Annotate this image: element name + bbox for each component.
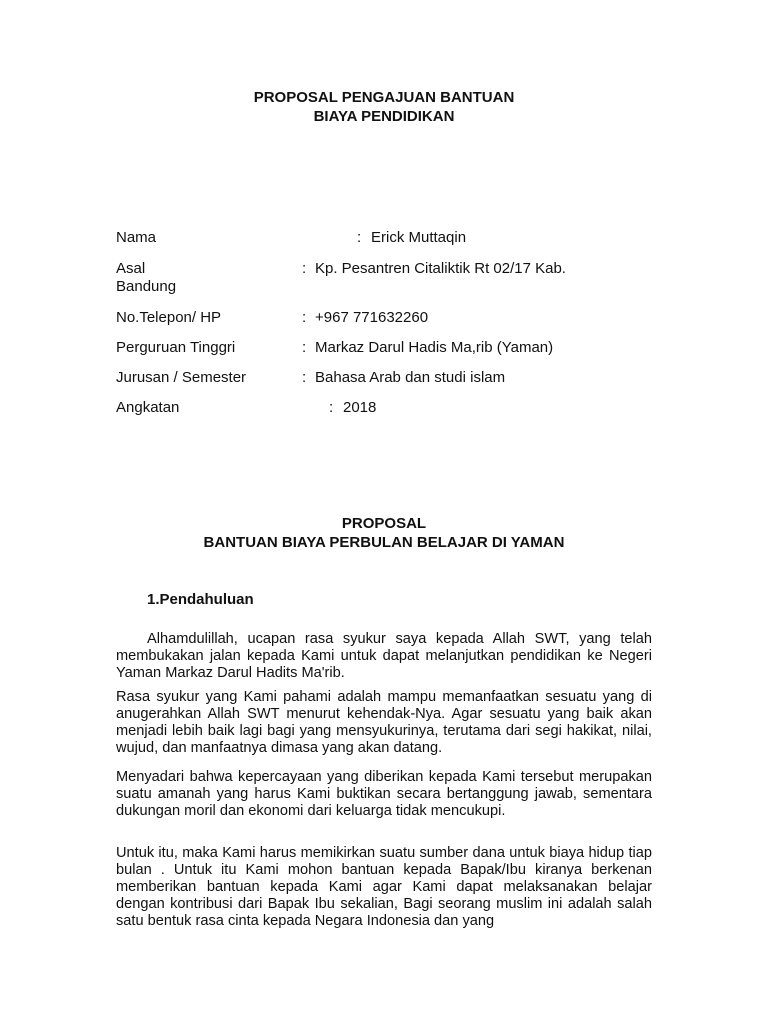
paragraph: Untuk itu, maka Kami harus memikirkan suatu sumber dana untuk biaya hidup tiap bulan . Untuk itu Kami mohon bantuan kepada Bapak/Ibu kiranya berkenan memberikan bantuan kepada Kami agar Kami dapat melaksanakan belajar dengan kontribusi dari Bapak Ibu sekalian, Bagi seorang muslim ini adalah salah satu bentuk rasa cinta kepada Negara Indonesia dan yang xyxy=(116,845,652,929)
identity-value: 2018 xyxy=(343,399,377,416)
identity-value-continuation: Bandung xyxy=(116,278,177,295)
identity-label: Angkatan xyxy=(116,399,180,416)
section-title xyxy=(0,514,768,552)
paragraph: Rasa syukur yang Kami pahami adalah mampu memanfaatkan sesuatu yang di anugerahkan Allah SWT menurut kehendak-Nya. Agar sesuatu yang baik akan menjadi lebih baik lagi bagi yang mensyukurinya, terutama dari segi hakikat, nilai, wujud, dan manfaatnya dimasa yang akan datang. xyxy=(116,689,652,756)
identity-colon: : xyxy=(302,260,307,277)
identity-value: Bahasa Arab dan studi islam xyxy=(315,369,506,386)
title-line-2: BIAYA PENDIDIKAN xyxy=(313,108,455,125)
section-heading: 1.Pendahuluan xyxy=(147,591,254,608)
identity-colon: : xyxy=(302,369,307,386)
identity-label: Asal xyxy=(116,260,146,277)
identity-label: No.Telepon/ HP xyxy=(116,309,222,326)
identity-label: Nama xyxy=(116,229,157,246)
document-title xyxy=(0,88,768,126)
identity-value: Markaz Darul Hadis Ma,rib (Yaman) xyxy=(315,339,554,356)
identity-colon: : xyxy=(329,399,334,416)
identity-value: +967 771632260 xyxy=(315,309,429,326)
identity-value: Erick Muttaqin xyxy=(371,229,467,246)
identity-colon: : xyxy=(357,229,362,246)
identity-label: Jurusan / Semester xyxy=(116,369,247,386)
identity-label: Perguruan Tinggri xyxy=(116,339,236,356)
paragraph: Menyadari bahwa kepercayaan yang diberikan kepada Kami tersebut merupakan suatu amanah yang harus Kami buktikan secara bertanggung jawab, sementara dukungan moril dan ekonomi dari keluarga tidak mencukupi. xyxy=(116,769,652,819)
title-line-1: PROPOSAL PENGAJUAN BANTUAN xyxy=(253,89,515,106)
paragraph: Alhamdulillah, ucapan rasa syukur saya kepada Allah SWT, yang telah membukakan jalan kepada Kami untuk dapat melanjutkan pendidikan ke Negeri Yaman Markaz Darul Hadits Ma'rib. xyxy=(116,631,652,681)
section-title-line-1: PROPOSAL xyxy=(341,515,427,532)
identity-value: Kp. Pesantren Citaliktik Rt 02/17 Kab. xyxy=(315,260,566,277)
section-title-line-2: BANTUAN BIAYA PERBULAN BELAJAR DI YAMAN xyxy=(203,534,565,551)
identity-colon: : xyxy=(302,339,307,356)
identity-colon: : xyxy=(302,309,307,326)
